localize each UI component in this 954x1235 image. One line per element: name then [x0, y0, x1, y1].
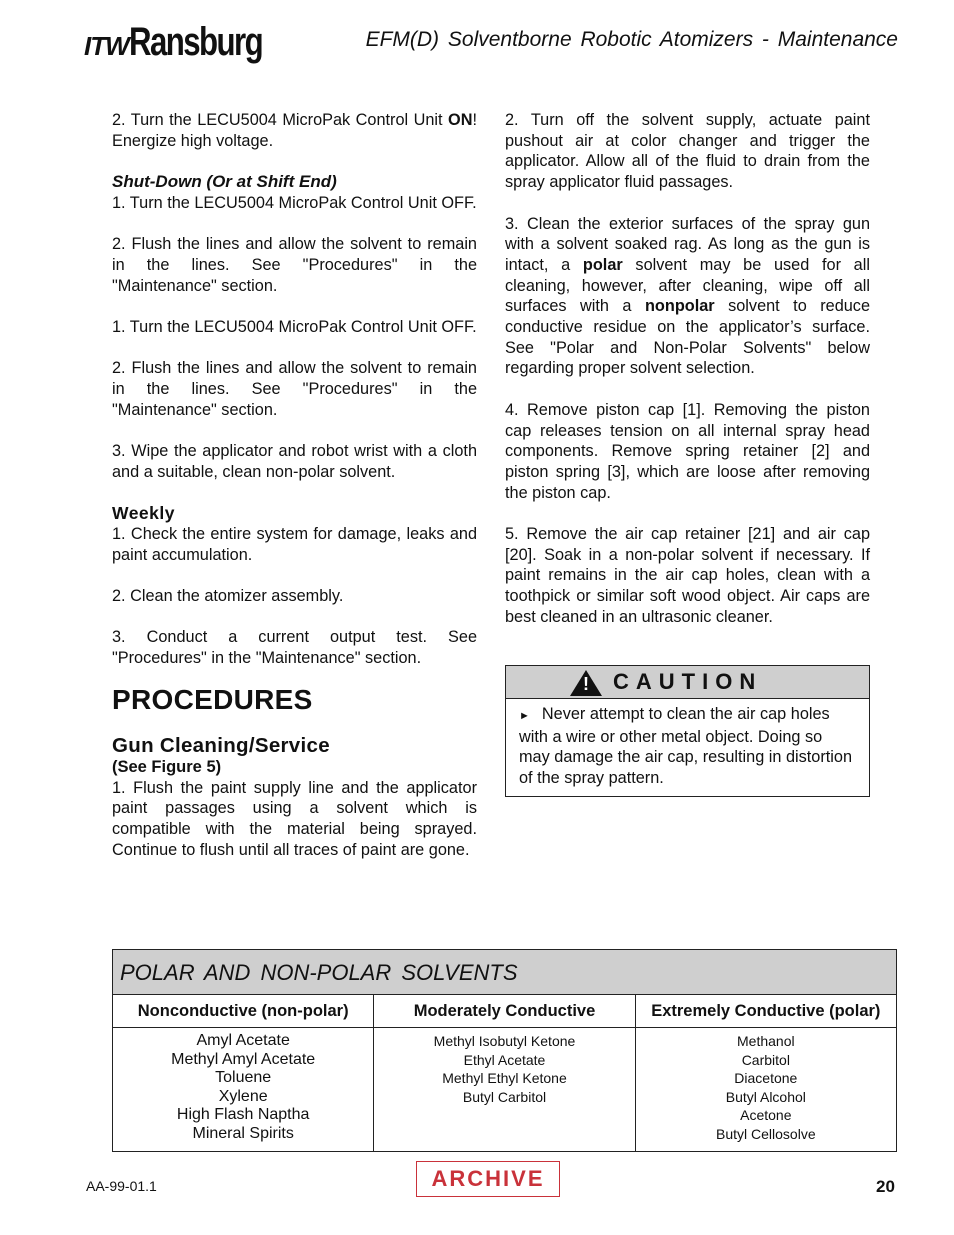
gun-cleaning-heading: Gun Cleaning/Service	[112, 734, 330, 758]
paragraph-weekly-2: 2. Clean the atomizer assembly.	[112, 587, 344, 606]
paragraph-shutdown-1: 1. Turn the LECU5004 MicroPak Control Unit OFF.	[112, 193, 477, 212]
paragraph-gun-1: 1. Flush the paint supply line and the applicator paint passages using a solvent which is compatible with the material being sprayed. Continue to flush until all traces of paint are gone.	[112, 778, 477, 859]
solvent-item: Butyl Alcohol	[725, 1088, 806, 1105]
solvent-item: Mineral Spirits	[192, 1124, 294, 1142]
solvent-item: Amyl Acetate	[196, 1032, 290, 1049]
procedures-heading: PROCEDURES	[112, 683, 313, 715]
caution-text: Never attempt to clean the air cap holes with a wire or other metal object. Doing so may damage the air cap, resulting in distortion of the spray pattern.	[519, 705, 853, 788]
caution-box	[505, 665, 870, 797]
column-header: Moderately Conductive	[374, 995, 634, 1028]
paragraph-step-4: 4. Remove piston cap [1]. Removing the piston cap releases tension on all internal spray head components. Remove spring retainer [2] and piston spring [3], which are loose after removing the piston cap.	[505, 400, 870, 502]
solvents-table-header	[113, 950, 896, 995]
caution-title: CAUTION	[613, 669, 763, 694]
solvent-item: Xylene	[218, 1087, 268, 1105]
paragraph-step-2: 2. Turn off the solvent supply, actuate paint pushout air at color changer and trigger the applicator. Allow all of the fluid to drain from the spray applicator fluid passages.	[505, 111, 870, 192]
solvent-column-nonconductive	[113, 995, 374, 1151]
paragraph-energize	[112, 110, 477, 151]
nonpolar-keyword: nonpolar	[644, 297, 715, 316]
right-column	[505, 110, 870, 648]
solvent-item: Methanol	[737, 1033, 795, 1049]
column-header: Extremely Conductive (polar)	[636, 995, 896, 1028]
energize-text: 2. Turn the LECU5004 MicroPak Control Unit	[112, 111, 443, 129]
solvent-item: Methyl Amyl Acetate	[171, 1050, 316, 1068]
step3-text-c: solvent to reduce conductive residue on the applicator’s surface. See "Polar and Non-Polar Solvents" below regarding proper solvent selection.	[505, 297, 871, 378]
solvent-list	[113, 1028, 373, 1143]
column-header: Nonconductive (non-polar)	[113, 995, 373, 1028]
document-id: AA-99-01.1	[86, 1178, 157, 1194]
solvent-item: High Flash Naptha	[176, 1106, 310, 1123]
arrow-bullet-icon: ►	[519, 710, 530, 722]
caution-header	[506, 666, 869, 699]
polar-keyword: polar	[582, 255, 623, 274]
on-keyword: ON	[448, 111, 473, 129]
page-header-title: EFM(D) Solventborne Robotic Atomizers - Maintenance	[365, 28, 898, 51]
solvent-item: Butyl Cellosolve	[716, 1125, 816, 1142]
paragraph-weekly-1: 1. Check the entire system for damage, leaks and paint accumulation.	[112, 524, 477, 564]
solvents-table	[112, 949, 897, 1152]
shutdown-heading: Shut-Down (Or at Shift End)	[112, 172, 337, 192]
solvent-column-moderate	[374, 995, 635, 1151]
solvent-list	[636, 1028, 896, 1143]
paragraph-shutdown-2: 2. Flush the lines and allow the solvent to remain in the lines. See "Procedures" in the "Maintenance" section.	[112, 235, 477, 295]
paragraph-step-3	[505, 214, 870, 380]
solvent-item: Toluene	[215, 1069, 272, 1086]
weekly-heading: Weekly	[112, 503, 175, 524]
warning-triangle-icon	[570, 670, 602, 696]
solvents-table-title: POLAR AND NON-POLAR SOLVENTS	[120, 960, 518, 985]
solvents-columns	[113, 995, 896, 1151]
energize-text-end: ! Energize high voltage.	[112, 111, 477, 150]
paragraph-weekly-3: 3. Conduct a current output test. See "Procedures" in the "Maintenance" section.	[112, 628, 477, 668]
paragraph-shutdown-5: 3. Wipe the applicator and robot wrist with a cloth and a suitable, clean non-polar solvent.	[112, 442, 477, 481]
step3-text-b: solvent may be used for all cleaning, however, after cleaning, wipe off all surfaces with a	[505, 255, 870, 316]
solvent-item: Methyl Isobutyl Ketone	[433, 1033, 576, 1049]
page-number: 20	[876, 1177, 895, 1196]
step3-text-a: 3. Clean the exterior surfaces of the spray gun with a solvent soaked rag. As long as the gun is intact, a	[505, 214, 870, 274]
see-figure-ref: (See Figure 5)	[112, 757, 222, 776]
left-column	[112, 110, 477, 881]
solvent-item: Carbitol	[741, 1051, 790, 1068]
caution-body	[506, 699, 869, 789]
logo-itw: ITW	[84, 31, 129, 61]
solvent-item: Ethyl Acetate	[463, 1051, 546, 1068]
ransburg-logo	[84, 20, 299, 65]
solvent-column-polar	[636, 995, 896, 1151]
archive-stamp: ARCHIVE	[416, 1161, 560, 1197]
solvent-item: Acetone	[740, 1107, 792, 1123]
paragraph-step-5: 5. Remove the air cap retainer [21] and air cap [20]. Soak in a non-polar solvent if necessary. If paint remains in the air cap holes, clean with a toothpick or similar soft wood object. Air caps are best cleaned in an ultrasonic cleaner.	[505, 525, 870, 626]
paragraph-shutdown-3: 1. Turn the LECU5004 MicroPak Control Unit OFF.	[112, 317, 477, 336]
solvent-item: Diacetone	[734, 1070, 798, 1086]
solvent-item: Butyl Carbitol	[462, 1088, 547, 1105]
warning-mark: !	[583, 674, 589, 694]
paragraph-shutdown-4: 2. Flush the lines and allow the solvent to remain in the lines. See "Procedures" in the "Maintenance" section.	[112, 359, 477, 419]
logo-brand: Ransburg	[128, 20, 262, 64]
solvent-list	[374, 1028, 634, 1106]
solvent-item: Methyl Ethyl Ketone	[442, 1070, 567, 1086]
